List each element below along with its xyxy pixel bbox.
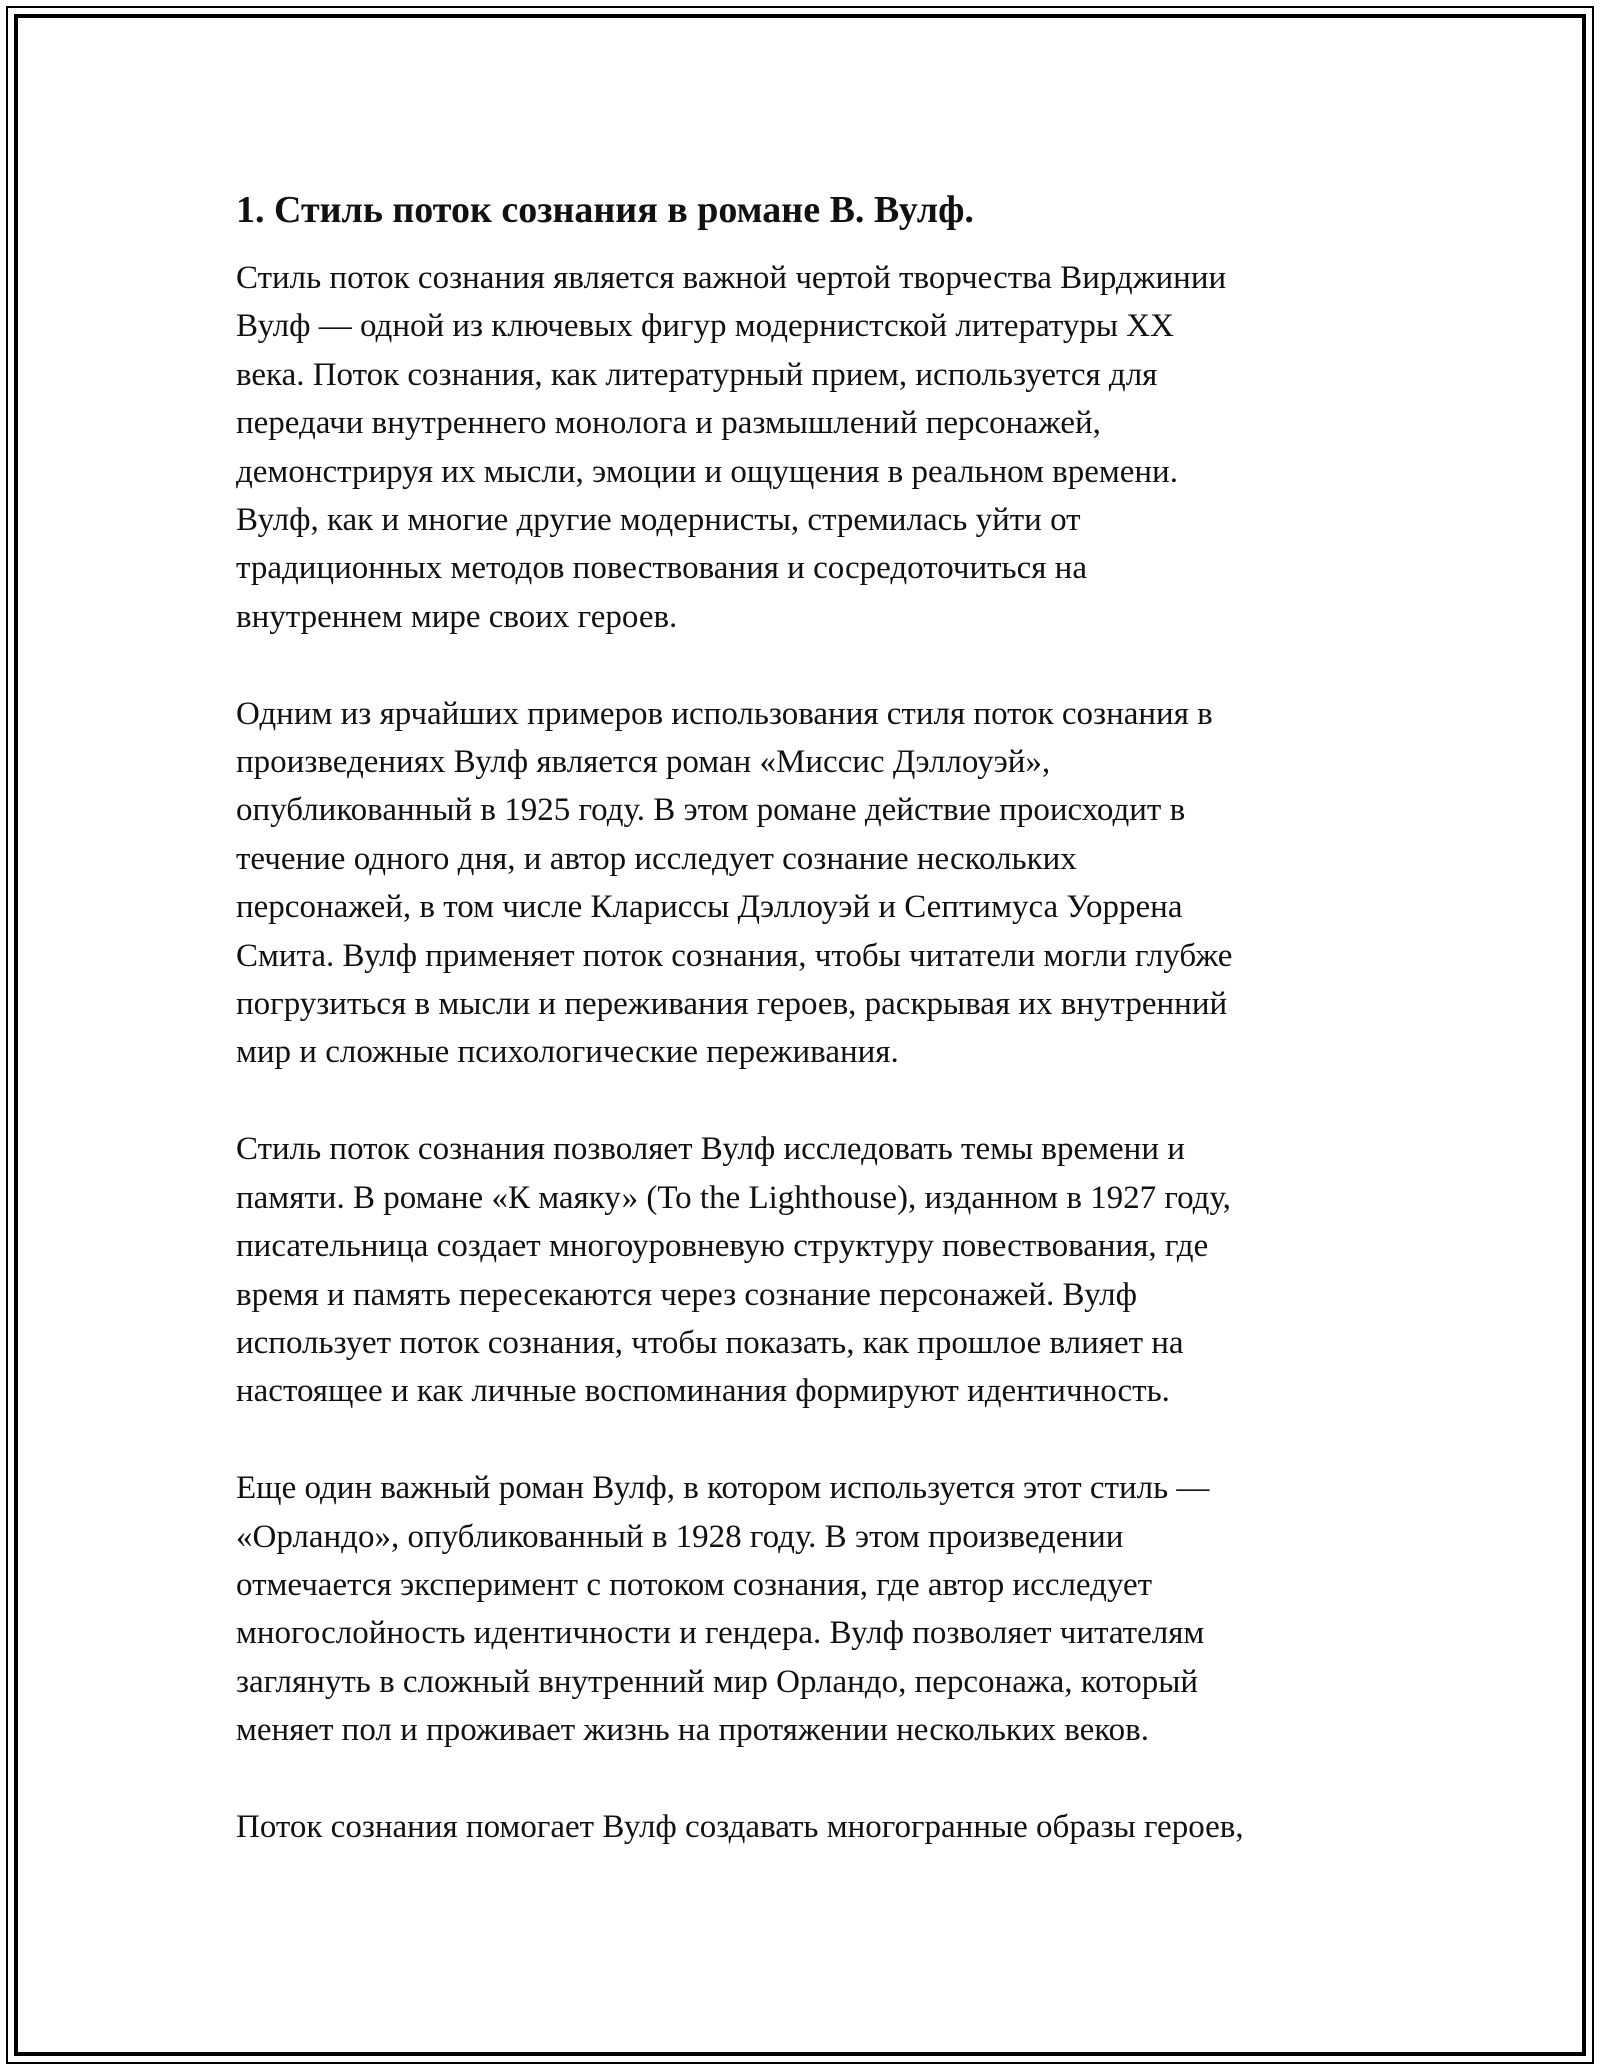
paragraph-4: Еще один важный роман Вулф, в котором используется этот стиль — «Орландо», опубликованный в 1928 году. В этом произведении отмечается эксперимент с потоком сознания, где автор исследует многослойность идентичности и гендера. Вулф позволяет читателям заглянуть в сложный внутренний мир Орландо, персонажа, который меняет пол и проживает жизнь на протяжении нескольких веков. [236, 1470, 1210, 1749]
document-body [236, 186, 1366, 1900]
paragraph-2: Одним из ярчайших примеров использования стиля поток сознания в произведениях Вулф является роман «Миссис Дэллоуэй», опубликованный в 1925 году. В этом романе действие происходит в течение одного дня, и автор исследует сознание нескольких персонажей, в том числе Клариссы Дэллоуэй и Септимуса Уоррена Смита. Вулф применяет поток сознания, чтобы читатели могли глубже погрузиться в мысли и переживания героев, раскрывая их внутренний мир и сложные психологические переживания. [236, 695, 1233, 1071]
paragraph-3: Стиль поток сознания позволяет Вулф исследовать темы времени и памяти. В романе «К маяку» (To the Lighthouse), изданном в 1927 году, писательница создает многоуровневую структуру повествования, где время и память пересекаются через сознание персонажей. Вулф использует поток сознания, чтобы показать, как прошлое влияет на настоящее и как личные воспоминания формируют идентичность. [236, 1131, 1231, 1410]
section-heading: 1. Стиль поток сознания в романе В. Вулф. [236, 189, 974, 231]
paragraph-5: Поток сознания помогает Вулф создавать многогранные образы героев, [236, 1808, 1244, 1845]
paragraph-1: Стиль поток сознания является важной чертой творчества Вирджинии Вулф — одной из ключевых фигур модернистской литературы XX века. Поток сознания, как литературный прием, используется для передачи внутреннего монолога и размышлений персонажей, демонстрируя их мысли, эмоции и ощущения в реальном времени. Вулф, как и многие другие модернисты, стремилась уйти от традиционных методов повествования и сосредоточиться на внутреннем мире своих героев. [236, 260, 1227, 635]
